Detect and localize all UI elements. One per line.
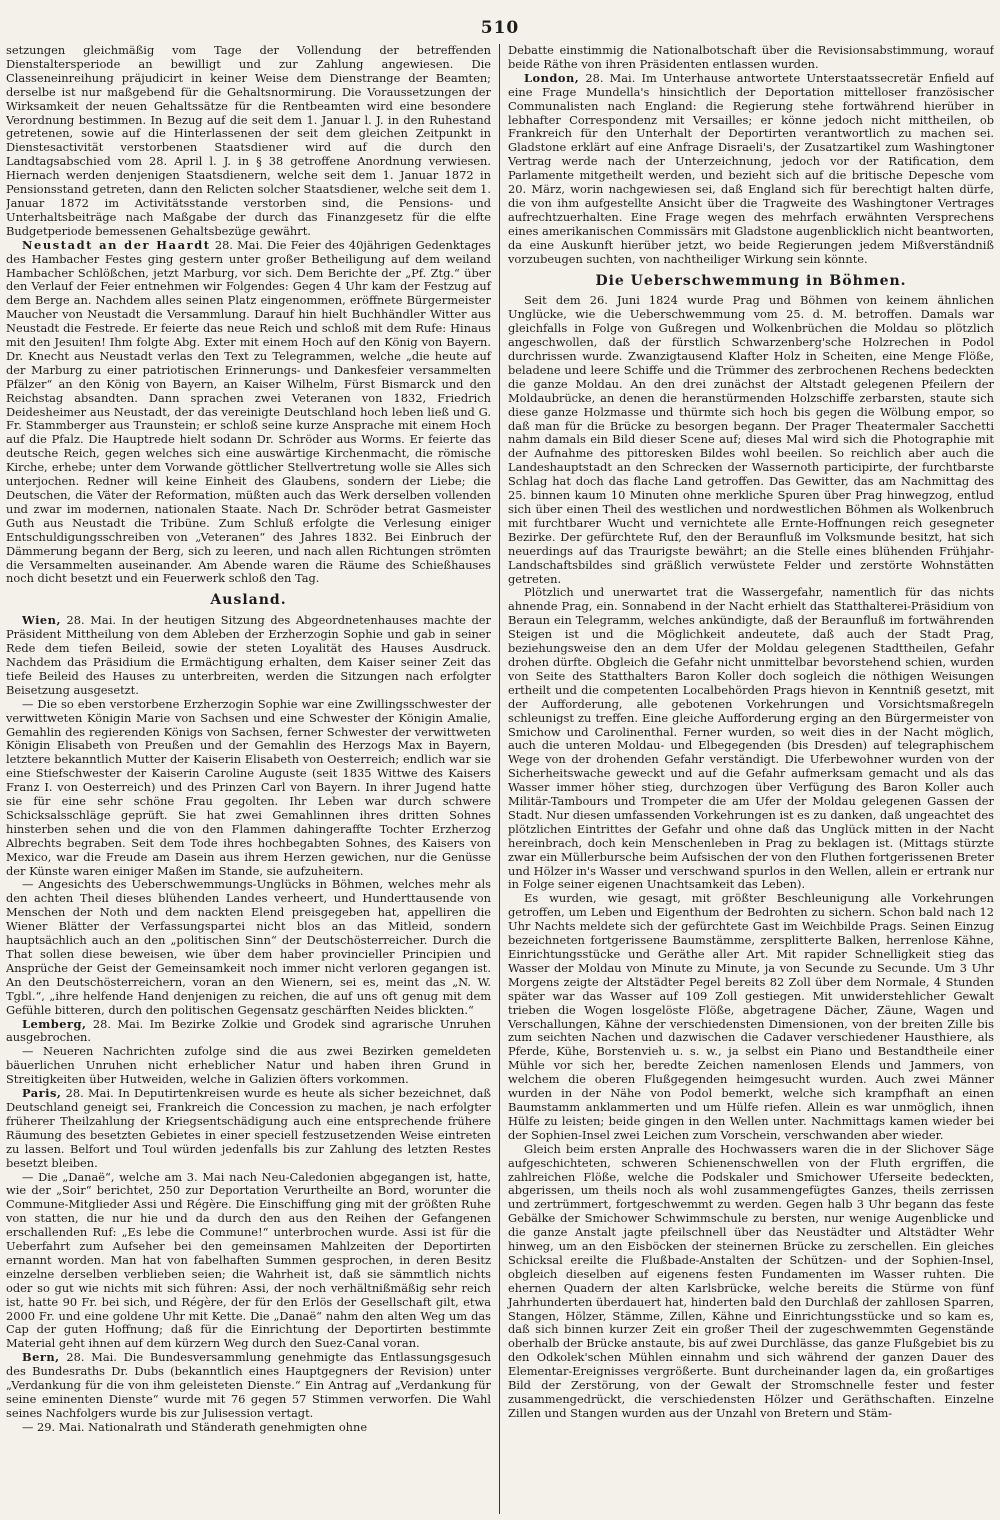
dateline-lemberg: Lemberg, <box>22 1016 87 1031</box>
article-lemberg-text: 28. Mai. Im Bezirke Zolkie und Grodek sind agrarische Unruhen ausgebrochen. <box>6 1016 491 1045</box>
text-columns <box>6 44 994 1514</box>
page-number: 510 <box>480 18 520 38</box>
left-paragraph-1: setzungen gleichmäßig vom Tage der Vollendung der betreffenden Dienstaltersperiode an bewilligt und zur Zahlung angewiesen. Die Classeneinreihung präjudicirt in keiner Weise dem Dienstrange der Beamten; derselbe ist nur maßgebend für die Gehaltsnormirung. Die Voraussetzungen der Wirksamkeit der neuen Gehaltssätze für die Rentbeamten wird eine besondere Verordnung bestimmen. In Bezug auf die seit dem 1. Januar l. J. in den Ruhestand getretenen, sowie auf die Hinterlassenen der seit dem gleichen Zeitpunkt in Dienstesactivität verstorbenen Staatsdiener wird auf die durch den Landtagsabschied vom 28. April l. J. in § 38 getroffene Anordnung verwiesen. Hiernach werden denjenigen Staatsdienern, welche seit dem 1. Januar 1872 in Pensionsstand getreten, dann den Relicten solcher Staatsdiener, welche seit dem 1. Januar 1872 im Activitätsstande verstorben sind, die Pensions- und Unterhaltsbeiträge nach Maßgabe der durch das Finanzgesetz für die elfte Budgetperiode bemessenen Gehaltsbezüge gewährt. <box>6 44 491 238</box>
article-wien <box>6 614 491 697</box>
article-bern-update: — 29. Mai. Nationalrath und Ständerath genehmigten ohne <box>22 1419 368 1434</box>
article-london-text: 28. Mai. Im Unterhause antwortete Unterstaatssecretär Enfield auf eine Frage Mundella's hinsichtlich der Deportation mittelloser französischer Communalisten nach England: die Regierung stehe fortwährend hierüber in lebhafter Correspondenz mit Versailles; er könne jedoch nicht mittheilen, ob Frankreich für den Unterhalt der Deportirten verantwortlich zu machen sei. Gladstone erklärt auf eine Anfrage Disraeli's, der Zusatzartikel zum Washingtoner Vertrag werde nach der Unterzeichnung, jedoch vor der Ratification, dem Parlamente mitgetheilt werden, und bezieht sich auf die britische Depesche vom 20. März, worin nachgewiesen sei, daß England sich für berechtigt halten dürfe, die von ihm aufgestellte Ansicht über die Tragweite des Washingtoner Vertrages aufrechtzuerhalten. Eine Frage wegen des mehrfach erwähnten Versprechens eines amerikanischen Commissärs mit Gladstone augenblicklich nicht beantworten, da eine Auskunft hierüber jetzt, wo beide Regierungen jedem Mißverständniß vorzubeugen suchten, von nachtheiliger Wirkung sein könnte. <box>508 70 994 266</box>
article-flood-4: Gleich beim ersten Anpralle des Hochwassers waren die in der Slichover Säge aufgeschichteten, schweren Schienenschwellen von der Fluth ergriffen, die zahlreichen Flöße, welche die Podskaler und Smichower Uferseite bedeckten, abgerissen, um theils noch als wohl zusammengefügtes Ganzes, theils zerrissen und zertrümmert, fortgeschwemmt zu werden. Gegen halb 3 Uhr begann das feste Gebälke der Smichower Schwimmschule zu bersten, nur wenige Augenblicke und die ganze Anstalt jagte pfeilschnell über das Neustädter und Altstädter Wehr hinweg, um an den Eisböcken der steinernen Brücke zu zerschellen. Ein gleiches Schicksal ereilte die Flußbade-Anstalten der Schützen- und der Sophien-Insel, obgleich dieselben auf eigenens festen Fundamenten im Wasser ruhten. Die ehernen Quadern der alten Karlsbrücke, welche bereits die Stürme von fünf Jahrhunderten überdauert hat, hinderten bald den Durchlaß der zahllosen Sparren, Stangen, Hölzer, Stämme, Zillen, Kähne und Einrichtungsstücke und so kam es, daß sich binnen kurzer Zeit ein großer Theil der zugeschwemmten Gegenstände oberhalb der Brücke anstaute, bis auf zwei Durchlässe, das ganze Flußgebiet bis zu den Odkolek'schen Mühlen einnahm und sich während der ganzen Dauer des Elementar-Ereignisses vergrößerte. Bunt durcheinander lagen da, ein großartiges Bild der Zerstörung, von der Gewalt der Stromschnelle fester und fester zusammengedrückt, die verschiedensten Hölzer und Geräthschaften. Einzelne Zillen und Stangen wurden aus der Unzahl von Bretern und Stäm- <box>508 1141 994 1420</box>
article-bern-text: 28. Mai. Die Bundesversammlung genehmigte das Entlassungsgesuch des Bundesraths Dr. Dubs (bekanntlich eines Hauptgegners der Revision) unter „Verdankung für die von ihm geleisteten Dienste.“ Ein Antrag auf „Verdankung für seine eminenten Dienste“ wurde mit 76 gegen 57 Stimmen verworfen. Die Wahl seines Nachfolgers wurde bis zur Julisession vertagt. <box>6 1350 491 1420</box>
article-bern <box>6 1351 491 1421</box>
dateline-london: London, <box>524 70 580 85</box>
article-paris-text: 28. Mai. In Deputirtenkreisen wurde es heute als sicher bezeichnet, daß Deutschland geneigt sei, Frankreich die Concession zu machen, je nach erfolgter früherer Theilzahlung der Kriegsentschädigung auch eine entsprechende frühere Räumung des besetzten Gebietes in einer speciell festzusetzenden Weise eintreten zu lassen. Belfort und Toul würden jedenfalls bis zur Zahlung des letzten Restes besetzt bleiben. <box>6 1086 491 1170</box>
section-heading-ueberschwemmung: Die Ueberschwemmung in Böhmen. <box>595 272 907 289</box>
dateline-paris: Paris, <box>22 1086 62 1101</box>
article-neustadt <box>6 239 491 587</box>
article-paris <box>6 1087 491 1170</box>
article-flood-2: Plötzlich und unerwartet trat die Wassergefahr, namentlich für das nichts ahnende Prag, ein. Sonnabend in der Nacht erhielt das Statthalterei-Präsidium von Beraun ein Telegramm, welches ankündigte, daß der Beraunfluß im fortwährenden Steigen ist und die Möglichkeit andeutete, daß auch der Stadt Prag, beziehungsweise den an dem Ufer der Moldau gelegenen Stadttheilen, Gefahr drohen dürfte. Obgleich die Gefahr nicht unmittelbar bevorstehend schien, wurden von Seite des Statthalters Baron Koller doch sogleich die nöthigen Weisungen ertheilt und die competenten Localbehörden Prags hievon in Kenntniß gesetzt, mit der Aufforderung, alle gebotenen Vorkehrungen und Vorsichtsmaßregeln schleunigst zu treffen. Eine gleiche Aufforderung erging an den Bürgermeister von Smichow und Carolinenthal. Ferner wurden, so weit dies in der Nacht möglich, auch die unteren Moldau- und Elbegegenden (bis Dresden) auf telegraphischem Wege von der drohenden Gefahr verständigt. Die Uferbewohner wurden von der Sicherheitswache geweckt und auf die Gefahr aufmerksam gemacht und als das Wasser immer höher stieg, durchzogen über Verfügung des Baron Koller auch Militär-Tambours und Trompeter die am Ufer der Moldau gelegenen Gassen der Stadt. Nur diesen umfassenden Vorkehrungen ist es zu danken, daß ungeachtet des plötzlichen Eintrittes der Gefahr und ohne daß das Unglück mitten in der Nacht hereinbrach, doch kein Menschenleben in Prag zu beklagen ist. (Mittags stürzte zwar ein Müllerbursche beim Aufsischen der von den Fluthen fortgerissenen Breter und Hölzer in's Wasser und verschwand spurlos in den Wellen, allein er ertrank nur in Folge seiner eigenen Unachtsamkeit das Leben). <box>508 585 994 892</box>
article-lemberg-update: — Neueren Nachrichten zufolge sind die aus zwei Bezirken gemeldeten bäuerlichen Unruhen nicht erheblicher Natur und haben ihren Grund in Streitigkeiten über Hutweiden, welche in Galizien öfters vorkommen. <box>6 1044 491 1087</box>
article-ueberschwemmung-appeal: — Angesichts des Ueberschwemmungs-Unglücks in Böhmen, welches mehr als den achten Theil dieses blühenden Landes verheert, und Hunderttausende von Menschen der Noth und dem nackten Elend preisgegeben hat, appelliren die Wiener Blätter der Verfassungspartei nicht blos an das Mitleid, sondern hauptsächlich auch an den „politischen Sinn“ der Deutschösterreicher. Durch die That sollen diese beweisen, wie über dem haber provincieller Principien und Ansprüche der Geist der Gemeinsamkeit noch immer nicht verloren gegangen ist. An den Deutschösterreichern, voran an den Wienern, sei es, meint das „N. W. Tgbl.“, „ihre helfende Hand denjenigen zu reichen, die auf uns oft genug mit dem Gefühle bitteren, durch den politischen Gegensatz geschärften Neides blickten.“ <box>6 877 491 1017</box>
article-wien-text: 28. Mai. In der heutigen Sitzung des Abgeordnetenhauses machte der Präsident Mittheilung von dem Ableben der Erzherzogin Sophie und gab in seiner Rede dem tiefen Beileid, sowie der steten Loyalität des Hauses Ausdruck. Nachdem das Präsidium die Ermächtigung erhalten, dem Kaiser seiner Zeit das tiefe Beileid des Hauses zu unterbreiten, werden die Sitzungen nach erfolgter Beisetzung ausgesetzt. <box>6 613 491 697</box>
dateline-bern: Bern, <box>22 1350 60 1365</box>
article-london <box>508 72 994 267</box>
section-heading-ausland: Ausland. <box>210 592 287 609</box>
article-flood-3: Es wurden, wie gesagt, mit größter Beschleunigung alle Vorkehrungen getroffen, um Leben und Eigenthum der Bedrohten zu sichern. Schon bald nach 12 Uhr Nachts meldete sich der gefürchtete Gast im Weichbilde Prags. Seinen Einzug bezeichneten fortgerissene Baumstämme, zersplitterte Balken, herrenlose Kähne, Einrichtungsstücke und Geräthe aller Art. Mit rapider Schnelligkeit stieg das Wasser der Moldau von Minute zu Minute, ja von Secunde zu Secunde. Um 3 Uhr Morgens zeigte der Altstädter Pegel bereits 82 Zoll über dem Normale, 4 Stunden später war das Wasser auf 109 Zoll gestiegen. Mit unwiderstehlicher Gewalt trieben die Wogen losgelöste Flöße, abgetragene Dächer, Zäune, Wagen und Verschallungen, Kähne der verschiedensten Dimensionen, von der breiten Zille bis zum seichten Nachen und dazwischen die Cadaver verschiedener Hausthiere, als Pferde, Kühe, Borstenvieh u. s. w., ja selbst ein Piano und Bestandtheile einer Mühle vor sich her, beredte Zeichen namenlosen Elends und Jammers, von welchem die oberen Flußgegenden heimgesucht wurden. Auch zwei Männer wurden in der Nähe von Podol bemerkt, welche sich krampfhaft an einen Baumstamm anklammerten und um Hülfe riefen. Allein es war unmöglich, ihnen Hülfe zu leisten; beide gingen in den Wellen unter. Nachmittags kamen wieder bei der Sophien-Insel zwei Leichen zum Vorschein, verschwanden aber wieder. <box>508 891 994 1142</box>
article-lemberg <box>6 1018 491 1046</box>
dateline-neustadt: Neustadt an der Haardt <box>22 237 211 252</box>
left-column <box>6 44 500 1514</box>
article-flood-1: Seit dem 26. Juni 1824 wurde Prag und Böhmen von keinem ähnlichen Unglücke, wie die Ueberschwemmung vom 25. d. M. betroffen. Damals war gleichfalls in Folge von Gußregen und Wolkenbrüchen die Moldau so plötzlich angeschwollen, daß der fürstlich Schwarzenberg'sche Holzrechen in Podol durchrissen wurde. Zwanzigtausend Klafter Holz in Scheiten, eine Menge Flöße, beladene und leere Schiffe und die Trümmer des zerbrochenen Rechens bedeckten die ganze Moldau. An den drei zunächst der Altstadt gelegenen Pfeilern der Moldaubrücke, an denen die heranstürmenden Holzschiffe zerbarsten, staute sich diese ganze Holzmasse und thürmte sich hoch bis gegen die Wölbung empor, so daß man für die Brücke zu besorgen begann. Der Prager Theatermaler Sacchetti nahm damals ein Bild dieser Scene auf; dieses Mal wird sich die Photographie mit der Aufnahme des pittoresken Bildes wohl beeilen. So reichlich aber auch die Landeshauptstadt an den Schrecken der Wassernoth participirte, der furchtbarste Schlag hat doch das flache Land getroffen. Das Gewitter, das am Nachmittag des 25. binnen kaum 10 Minuten ohne merkliche Spuren über Prag hinwegzog, entlud sich über einen Theil des westlichen und nordwestlichen Böhmen als Wolkenbruch mit furchtbarer Wucht und vernichtete alle Ernte-Hoffnungen reich gesegneter Bezirke. Der gefürchtete Ruf, den der Beraunfluß im Volksmunde besitzt, hat sich neuerdings auf das Traurigste bewährt; an die Stelle eines blühenden Frühjahr-Landschaftsbildes sind gräßlich verwüstete Felder und zerstörte Wohnstätten getreten. <box>508 293 994 586</box>
right-column <box>500 44 994 1514</box>
dateline-wien: Wien, <box>22 613 61 628</box>
right-paragraph-1: Debatte einstimmig die Nationalbotschaft über die Revisionsabstimmung, worauf beide Räthe von ihren Präsidenten entlassen wurden. <box>508 44 994 71</box>
article-danae: — Die „Danaë“, welche am 3. Mai nach Neu-Caledonien abgegangen ist, hatte, wie der „Soir“ berichtet, 250 zur Deportation Verurtheilte an Bord, worunter die Commune-Mitglieder Assi und Régère. Die Einschiffung ging mit der größten Ruhe von statten, die nur hie und da durch den aus den Reihen der Gefangenen erschallenden Ruf: „Es lebe die Commune!“ unterbrochen wurde. Assi ist für die Ueberfahrt zum Aufseher bei den gemeinsamen Mahlzeiten der Deportirten ernannt worden. Man hat von fabelhaften Summen gesprochen, in deren Besitz einzelne derselben verblieben seien; die Wahrheit ist, daß sie sämmtlich nichts oder so gut wie nichts mit sich führen: Assi, der noch verhältnißmäßig sehr reich ist, hatte 90 Fr. bei sich, und Régère, der für den Erlös der Gesellschaft gilt, etwa 2000 Fr. und eine goldene Uhr mit Kette. Die „Danaë“ nahm den alten Weg um das Cap der guten Hoffnung; daß für die Einrichtung der Deportirten bestimmte Material geht ihnen auf dem kürzern Weg durch den Suez-Canal voran. <box>6 1169 491 1351</box>
article-sophie: — Die so eben verstorbene Erzherzogin Sophie war eine Zwillingsschwester der verwittweten Königin Marie von Sachsen und eine Schwester der Königin Amalie, Gemahlin des regierenden Königs von Sachsen, ferner Schwester der verwittweten Königin Elisabeth von Preußen und der Gemahlin des Herzogs Max in Bayern, letztere bekanntlich Mutter der Kaiserin Elisabeth von Oesterreich; endlich war sie eine Stiefschwester der Kaiserin Caroline Auguste (seit 1835 Wittwe des Kaisers Franz I. von Oesterreich) und des Prinzen Carl von Bayern. In ihrer Jugend hatte sie für eine sehr schöne Frau gegolten. Ihr Leben war durch schwere Schicksalsschläge geprüft. Sie hat zwei Gemahlinnen ihres dritten Sohnes hinsterben sehen und die von den Flammen dahingeraffte Tochter Erzherzog Albrechts begraben. Seit dem Tode ihres hochbegabten Sohnes, des Kaisers von Mexico, war die Freude am Dasein aus ihrem Herzen gewichen, nur die Genüsse der Künste waren einiger Maßen im Stande, sie aufzuheitern. <box>6 696 491 878</box>
article-neustadt-text: 28. Mai. Die Feier des 40jährigen Gedenktages des Hambacher Festes ging gestern unter großer Betheiligung auf dem weiland Hambacher Schlößchen, jetzt Marburg, vor sich. Dem Berichte der „Pf. Ztg.“ über den Verlauf der Feier entnehmen wir Folgendes: Gegen 4 Uhr kam der Festzug auf dem Berge an. Nachdem alles seinen Platz eingenommen, eröffnete Bürgermeister Maucher von Neustadt die Versammlung. Darauf hin hielt Buchhändler Witter aus Neustadt die Festrede. Er feierte das neue Reich und schloß mit dem Rufe: Hinaus mit den Jesuiten! Ihm folgte Abg. Exter mit einem Hoch auf den König von Bayern. Dr. Knecht aus Neustadt verlas den Text zu Telegrammen, welche „die heute auf der Marburg zu einer patriotischen Erinnerungs- und Dankesfeier versammelten Pfälzer“ an den König von Bayern, an Kaiser Wilhelm, Fürst Bismarck und den Reichstag absandten. Dann sprachen zwei Veteranen von 1832, Friedrich Deidesheimer aus Neustadt, der das vereinigte Deutschland hoch leben ließ und G. Fr. Stammberger aus Traunstein; er schloß seine kurze Ansprache mit einem Hoch auf die Pfalz. Die Hauptrede hielt sodann Dr. Schröder aus Worms. Er feierte das deutsche Reich, gegen welches sich eine auswärtige Kirchenmacht, die römische Kirche, erhebe; unter dem Vorwande göttlicher Stellvertretung wolle sie Alles sich unterjochen. Redner will keine Einheit des Glaubens, sondern der Liebe; die Deutschen, die Väter der Reformation, müßten auch das Werk derselben vollenden und zwar im modernen, nationalen Staate. Nach Dr. Schröder betrat Gasmeister Guth aus Neustadt die Tribüne. Zum Schluß erfolgte die Verlesung einiger Entschuldigungsschreiben von „Veteranen“ des Jahres 1832. Bei Einbruch der Dämmerung begann der Berg, sich zu leeren, und nach allen Richtungen strömten die Versammelten auseinander. Am Abende waren die Räume des Schießhauses noch dicht besetzt und ein Feuerwerk schloß den Tag. <box>6 237 491 586</box>
